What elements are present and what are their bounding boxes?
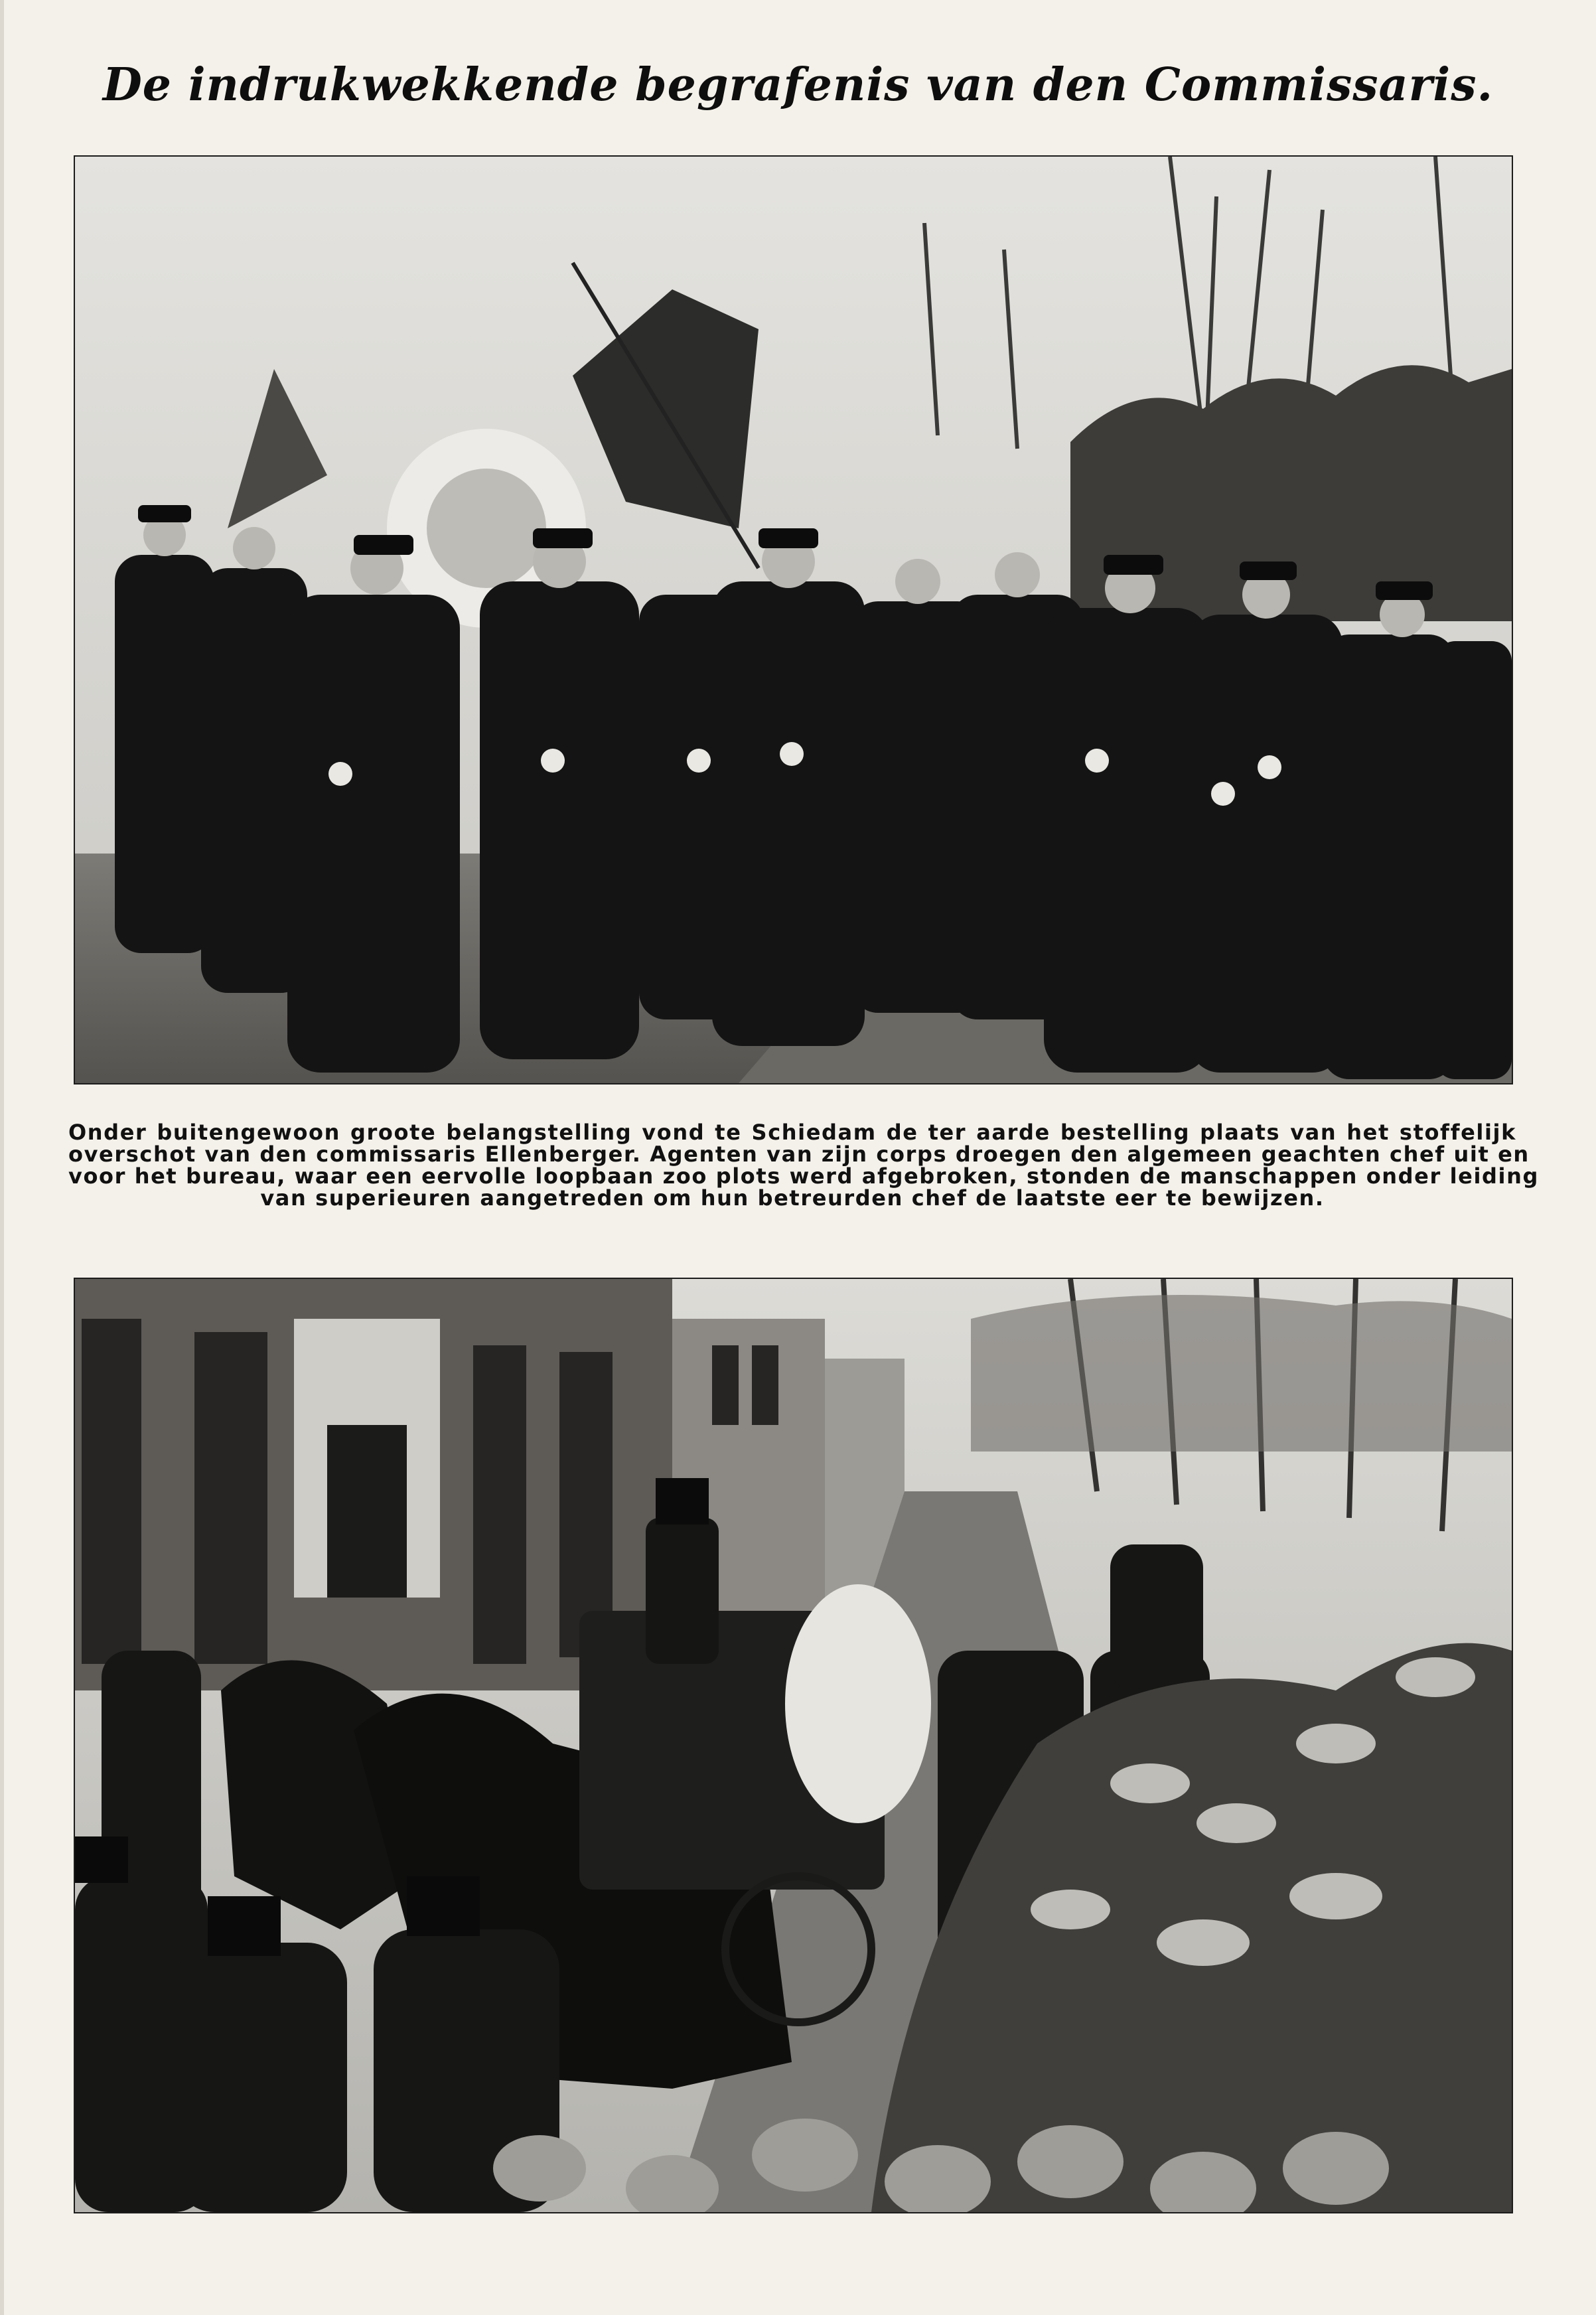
coachman [646, 1518, 719, 1664]
hearse-street-crowd-photo [74, 1278, 1513, 2213]
photo-caption [68, 1120, 1539, 1211]
hearse-flowers [785, 1584, 931, 1823]
funeral-procession-police-photo [74, 155, 1513, 1084]
page-headline: De indrukwekkende begrafenis van den Commissaris. [102, 58, 1494, 112]
caption-line: overschot van den commissaris Ellenberger. Agenten van zijn corps droegen den algemeen geachten chef uit en [68, 1142, 1530, 1167]
street-scene-illustration [75, 1279, 1512, 2212]
caption-line: van superieuren aangetreden om hun betreurden chef de laatste eer te bewijzen. [260, 1185, 1325, 1211]
caption-line: Onder buitengewoon groote belangstelling vond te Schiedam de ter aarde bestelling plaats van het stoffelijk [68, 1120, 1516, 1145]
caption-line: voor het bureau, waar een eervolle loopbaan zoo plots werd afgebroken, stonden de manschappen onder leiding [68, 1163, 1539, 1189]
police-officers [115, 555, 1512, 1079]
procession-illustration [75, 157, 1512, 1083]
